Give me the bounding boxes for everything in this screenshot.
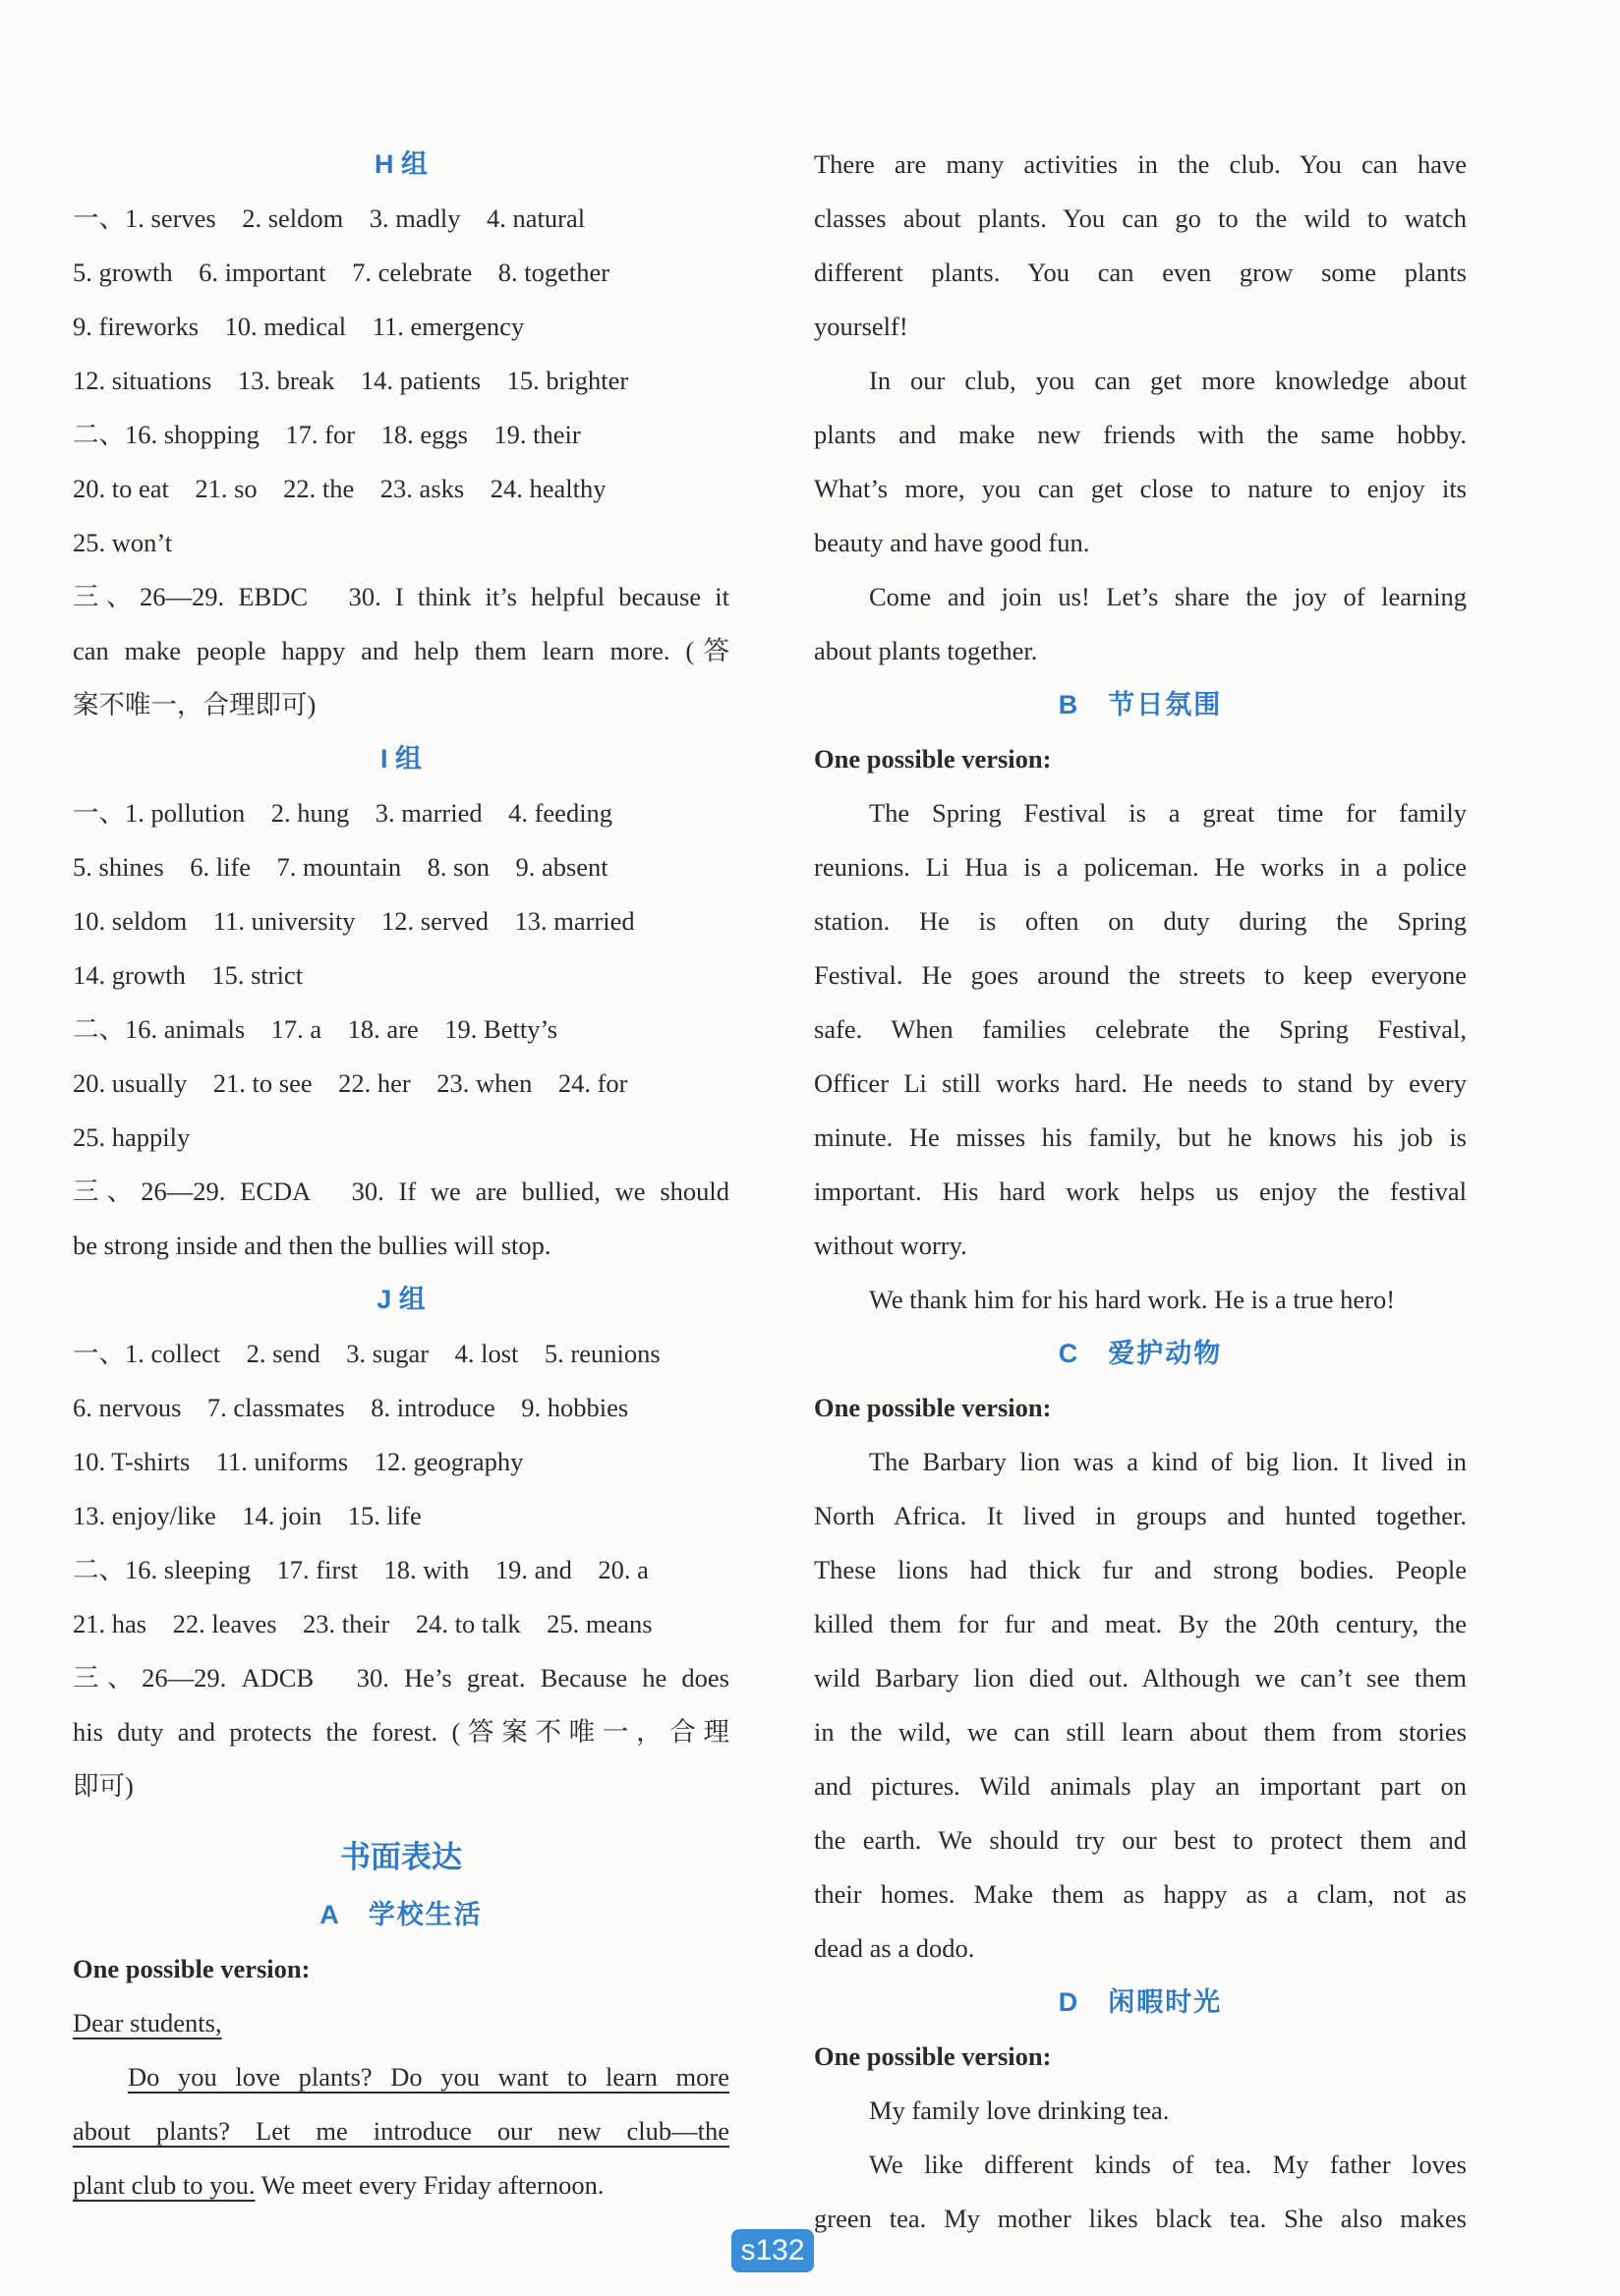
essay-line: in the wild, we can still learn about them from stories (814, 1717, 1467, 1747)
answer-line: 一、1. pollution 2. hung 3. married 4. feeding (73, 798, 613, 828)
answer-line: 一、1. serves 2. seldom 3. madly 4. natural (73, 203, 586, 233)
essay-line: What’s more, you can get close to nature to enjoy its (814, 474, 1467, 503)
essay-line: classes about plants. You can go to the wild to watch (814, 203, 1467, 233)
answer-line: 13. enjoy/like 14. join 15. life (73, 1501, 422, 1530)
answer-line: 14. growth 15. strict (73, 960, 304, 990)
group-h-heading: H 组 (375, 149, 428, 179)
essay-line: killed them for fur and meat. By the 20th century, the (814, 1609, 1467, 1638)
essay-line: reunions. Li Hua is a policeman. He works in a police (814, 852, 1467, 882)
essay-line: yourself! (814, 312, 908, 341)
answer-line: 25. happily (73, 1122, 191, 1152)
answer-line: 5. growth 6. important 7. celebrate 8. together (73, 258, 610, 287)
essay-line: without worry. (814, 1231, 967, 1260)
group-i-heading: I 组 (379, 744, 422, 774)
essay-line: minute. He misses his family, but he knows his job is (814, 1122, 1467, 1152)
answer-line: 20. usually 21. to see 22. her 23. when 24. for (73, 1068, 628, 1098)
essay-line: wild Barbary lion died out. Although we can’t see them (814, 1663, 1467, 1693)
answer-line: 二、16. sleeping 17. first 18. with 19. and 20. a (73, 1555, 649, 1584)
essay-line: My family love drinking tea. (869, 2095, 1170, 2125)
answer-line: 一、1. collect 2. send 3. sugar 4. lost 5. reunions (73, 1339, 661, 1368)
answer-line: his duty and protects the forest. (答案不唯一，合理 (73, 1717, 729, 1747)
essay-line: their homes. Make them as happy as a clam, not as (814, 1879, 1467, 1909)
essay-line: We like different kinds of tea. My father loves (869, 2150, 1467, 2179)
answer-line: 即可) (73, 1771, 134, 1801)
essay-line: Do you love plants? Do you want to learn more (128, 2062, 729, 2092)
answer-line: 25. won’t (73, 528, 173, 557)
topic-a-heading: A 学校生活 (319, 1900, 483, 1929)
essay-line: In our club, you can get more knowledge about (869, 366, 1467, 395)
essay-line: There are many activities in the club. You can have (814, 149, 1467, 179)
essay-line: Come and join us! Let’s share the joy of learning (869, 582, 1467, 611)
right-column (814, 138, 1467, 2246)
answer-line: 12. situations 13. break 14. patients 15. brighter (73, 366, 629, 395)
essay-line: The Spring Festival is a great time for family (869, 798, 1467, 828)
essay-line: plants and make new friends with the same hobby. (814, 420, 1467, 449)
answer-line: 6. nervous 7. classmates 8. introduce 9. hobbies (73, 1393, 629, 1422)
answer-line: 20. to eat 21. so 22. the 23. asks 24. healthy (73, 474, 607, 503)
section-title: 书面表达 (340, 1840, 462, 1874)
group-j-heading: J 组 (376, 1285, 426, 1314)
essay-line: and pictures. Wild animals play an important part on (814, 1771, 1467, 1801)
topic-d-heading: D 闲暇时光 (1058, 1987, 1223, 2017)
answer-line: be strong inside and then the bullies will stop. (73, 1231, 551, 1260)
answer-line: 三、26—29. ADCB 30. He’s great. Because he does (73, 1663, 729, 1693)
essay-line: about plants together. (814, 636, 1038, 665)
answer-line: 9. fireworks 10. medical 11. emergency (73, 312, 525, 341)
essay-line: green tea. My mother likes black tea. She also makes (814, 2204, 1467, 2233)
version-label: One possible version: (814, 1393, 1052, 1422)
topic-c-heading: C 爱护动物 (1058, 1339, 1223, 1368)
essay-line: important. His hard work helps us enjoy the festival (814, 1177, 1467, 1206)
version-label: One possible version: (814, 744, 1052, 774)
essay-line: different plants. You can even grow some plants (814, 258, 1467, 287)
answer-line: can make people happy and help them learn more. (答 (73, 636, 729, 665)
topic-b-heading: B 节日氛围 (1058, 690, 1223, 719)
essay-line: Officer Li still works hard. He needs to stand by every (814, 1068, 1467, 1098)
answer-line: 10. T-shirts 11. uniforms 12. geography (73, 1447, 524, 1476)
page-number: s132 (731, 2229, 814, 2272)
answer-line: 二、16. shopping 17. for 18. eggs 19. their (73, 420, 581, 449)
essay-line: The Barbary lion was a kind of big lion. It lived in (869, 1447, 1467, 1476)
answer-line: 案不唯一，合理即可) (73, 690, 317, 719)
essay-line: the earth. We should try our best to protect them and (814, 1825, 1467, 1855)
essay-line: about plants? Let me introduce our new club—the (73, 2116, 729, 2146)
answer-line: 三、26—29. EBDC 30. I think it’s helpful because it (73, 582, 729, 611)
answer-line: 5. shines 6. life 7. mountain 8. son 9. absent (73, 852, 608, 882)
essay-line: plant club to you. We meet every Friday afternoon. (73, 2170, 605, 2200)
left-column (73, 138, 729, 2212)
essay-line: dead as a dodo. (814, 1933, 975, 1963)
essay-line: safe. When families celebrate the Spring Festival, (814, 1014, 1467, 1044)
essay-line: We thank him for his hard work. He is a true hero! (869, 1285, 1396, 1314)
essay-line: beauty and have good fun. (814, 528, 1090, 557)
greeting-line: Dear students, (73, 2008, 222, 2038)
answer-line: 10. seldom 11. university 12. served 13. married (73, 906, 635, 936)
essay-line: These lions had thick fur and strong bodies. People (814, 1555, 1467, 1584)
essay-line: station. He is often on duty during the Spring (814, 906, 1467, 936)
essay-line: Festival. He goes around the streets to keep everyone (814, 960, 1467, 990)
answer-line: 21. has 22. leaves 23. their 24. to talk 25. means (73, 1609, 653, 1638)
version-label: One possible version: (814, 2041, 1052, 2071)
version-label: One possible version: (73, 1954, 311, 1983)
answer-line: 三、26—29. ECDA 30. If we are bullied, we should (73, 1177, 729, 1206)
essay-line: North Africa. It lived in groups and hunted together. (814, 1501, 1467, 1530)
answer-line: 二、16. animals 17. a 18. are 19. Betty’s (73, 1014, 558, 1044)
